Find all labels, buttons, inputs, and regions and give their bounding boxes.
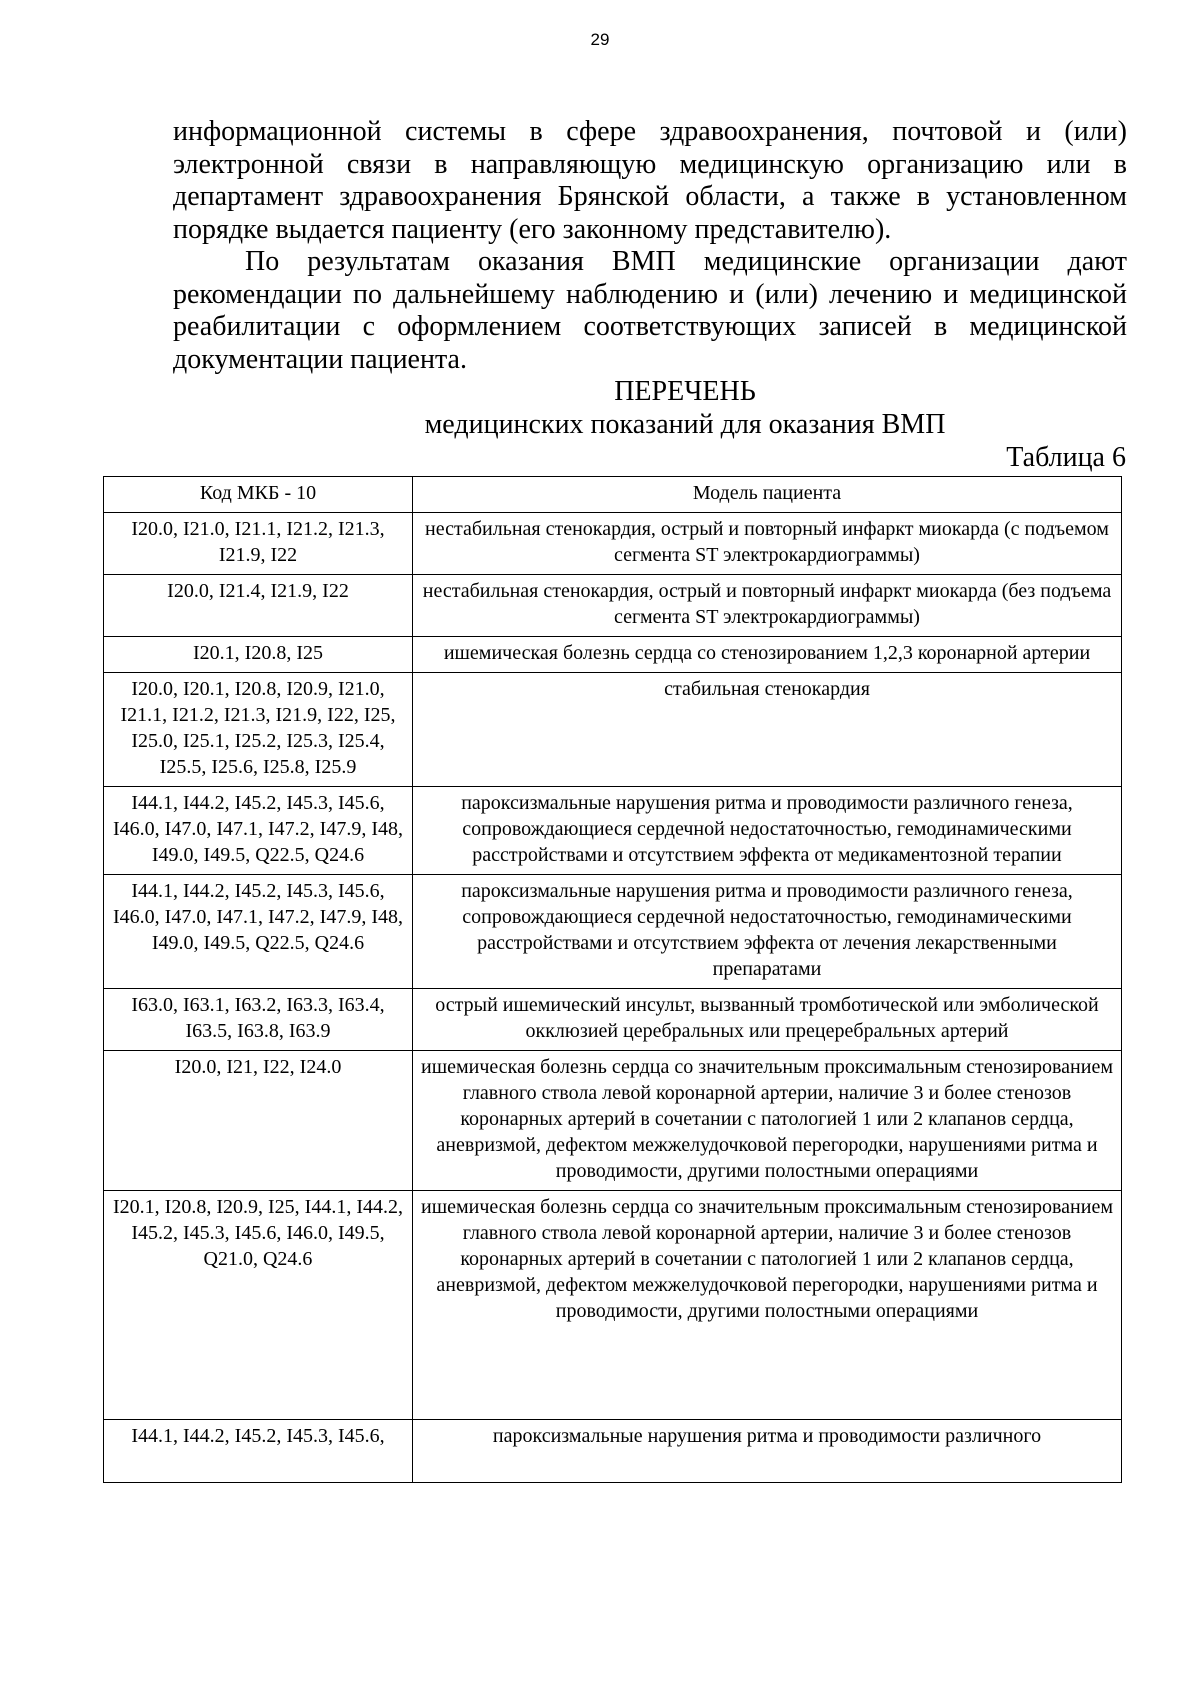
table-row: [104, 1420, 1122, 1483]
header-model: Модель пациента: [413, 477, 1122, 513]
cell-model: стабильная стенокардия: [413, 673, 1122, 787]
table-header-row: [104, 477, 1122, 513]
cell-code: I44.1, I44.2, I45.2, I45.3, I45.6, I46.0, I47.0, I47.1, I47.2, I47.9, I48, I49.0, I49.5, Q22.5, Q24.6: [104, 787, 413, 875]
list-title: ПЕРЕЧЕНЬ: [614, 376, 756, 407]
cell-model: пароксизмальные нарушения ритма и проводимости различного генеза, сопровождающиеся сердечной недостаточностью, гемодинамическими расстройствами и отсутствием эффекта от лечения лекарственными препаратами: [413, 875, 1122, 989]
cell-model: пароксизмальные нарушения ритма и проводимости различного: [413, 1420, 1122, 1483]
body-text: [173, 116, 1127, 376]
cell-code: I44.1, I44.2, I45.2, I45.3, I45.6, I46.0, I47.0, I47.1, I47.2, I47.9, I48, I49.0, I49.5, Q22.5, Q24.6: [104, 875, 413, 989]
cell-code: I44.1, I44.2, I45.2, I45.3, I45.6,: [104, 1420, 413, 1483]
page-number: 29: [590, 30, 610, 49]
cell-code: I20.0, I20.1, I20.8, I20.9, I21.0, I21.1, I21.2, I21.3, I21.9, I22, I25, I25.0, I25.1, I25.2, I25.3, I25.4, I25.5, I25.6, I25.8, I25.9: [104, 673, 413, 787]
cell-model: нестабильная стенокардия, острый и повторный инфаркт миокарда (без подъема сегмента ST электрокардиограммы): [413, 575, 1122, 637]
table-row: [104, 787, 1122, 875]
table-row: [104, 875, 1122, 989]
cell-model: пароксизмальные нарушения ритма и проводимости различного генеза, сопровождающиеся сердечной недостаточностью, гемодинамическими расстройствами и отсутствием эффекта от медикаментозной терапии: [413, 787, 1122, 875]
table-row: [104, 1051, 1122, 1191]
cell-code: I20.1, I20.8, I20.9, I25, I44.1, I44.2, I45.2, I45.3, I45.6, I46.0, I49.5, Q21.0, Q24.6: [104, 1191, 413, 1420]
cell-model: ишемическая болезнь сердца со стенозированием 1,2,3 коронарной артерии: [413, 637, 1122, 673]
list-subtitle: медицинских показаний для оказания ВМП: [424, 409, 946, 440]
cell-code: I20.0, I21.0, I21.1, I21.2, I21.3, I21.9, I22: [104, 513, 413, 575]
cell-model: ишемическая болезнь сердца со значительным проксимальным стенозированием главного ствола левой коронарной артерии, наличие 3 и более стенозов коронарных артерий в сочетании с патологией 1 или 2 клапанов сердца, аневризмой, дефектом межжелудочковой перегородки, нарушениями ритма и проводимости, другими полостными операциями: [413, 1051, 1122, 1191]
table-label: Таблица 6: [1006, 442, 1126, 473]
cell-model: нестабильная стенокардия, острый и повторный инфаркт миокарда (с подъемом сегмента ST электрокардиограммы): [413, 513, 1122, 575]
table-row: [104, 673, 1122, 787]
intro-paragraph-1: информационной системы в сфере здравоохранения, почтовой и (или) электронной связи в направляющую медицинскую организацию или в департамент здравоохранения Брянской области, а также в установленном порядке выдается пациенту (его законному представителю).: [173, 116, 1127, 245]
cell-code: I63.0, I63.1, I63.2, I63.3, I63.4, I63.5, I63.8, I63.9: [104, 989, 413, 1051]
cell-code: I20.0, I21, I22, I24.0: [104, 1051, 413, 1191]
table-row: [104, 637, 1122, 673]
intro-paragraph-2: По результатам оказания ВМП медицинские организации дают рекомендации по дальнейшему наблюдению и (или) лечению и медицинской реабилитации с оформлением соответствующих записей в медицинской документации пациента.: [173, 246, 1127, 375]
header-code: Код МКБ - 10: [104, 477, 413, 513]
table-row: [104, 513, 1122, 575]
table-row: [104, 1191, 1122, 1420]
cell-code: I20.0, I21.4, I21.9, I22: [104, 575, 413, 637]
cell-model: ишемическая болезнь сердца со значительным проксимальным стенозированием главного ствола левой коронарной артерии, наличие 3 и более стенозов коронарных артерий в сочетании с патологией 1 или 2 клапанов сердца, аневризмой, дефектом межжелудочковой перегородки, нарушениями ритма и проводимости, другими полостными операциями: [413, 1191, 1122, 1420]
cell-code: I20.1, I20.8, I25: [104, 637, 413, 673]
cell-model: острый ишемический инсульт, вызванный тромботической или эмболической окклюзией церебральных или прецеребральных артерий: [413, 989, 1122, 1051]
table-row: [104, 575, 1122, 637]
table-row: [104, 989, 1122, 1051]
indications-table: [103, 476, 1122, 1483]
